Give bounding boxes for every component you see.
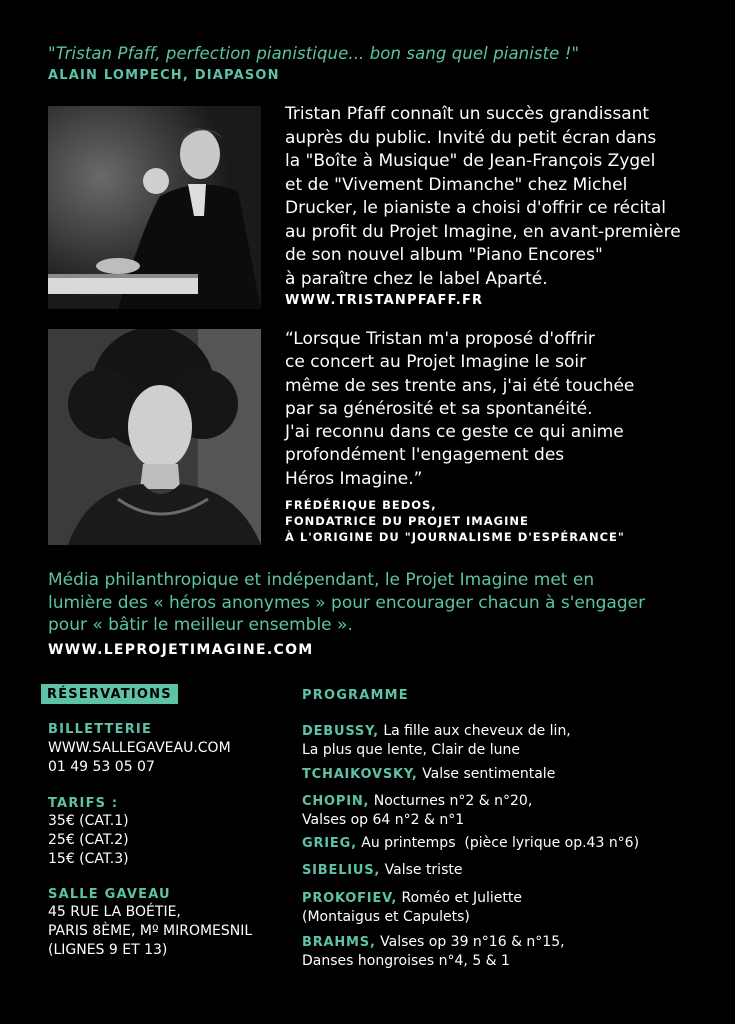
media-line: Média philanthropique et indépendant, le Projet Imagine met en xyxy=(48,570,595,590)
work-title-continued: Valses op 64 n°2 & n°1 xyxy=(302,812,465,828)
programme-item-line xyxy=(302,861,722,880)
work-title: Au printemps (pièce lyrique op.43 n°6) xyxy=(356,835,640,851)
bio-text xyxy=(285,103,715,291)
work-title: Nocturnes n°2 & n°20, xyxy=(369,793,533,809)
work-title: Valse triste xyxy=(380,862,463,878)
programme-item-line xyxy=(302,722,722,741)
testimonial-line: par sa générosité et sa spontanéité. xyxy=(285,398,593,419)
bio-line: la "Boîte à Musique" de Jean-François Zygel xyxy=(285,151,656,171)
programme-heading: PROGRAMME xyxy=(302,688,409,703)
media-description xyxy=(48,569,645,637)
tarifs-section xyxy=(48,796,278,869)
billetterie-heading: BILLETTERIE xyxy=(48,722,153,737)
salle-address-line: (LIGNES 9 ET 13) xyxy=(48,942,168,958)
bio-line: à paraître chez le label Aparté. xyxy=(285,268,548,289)
composer-name: BRAHMS, xyxy=(302,935,376,950)
billetterie-website-link[interactable]: WWW.SALLEGAVEAU.COM xyxy=(48,740,231,756)
work-title-continued: La plus que lente, Clair de lune xyxy=(302,742,520,758)
testimonial-quote xyxy=(285,328,634,491)
work-title-continued: (Montaigus et Capulets) xyxy=(302,909,470,925)
programme-item xyxy=(302,722,722,759)
composer-name: TCHAIKOVSKY, xyxy=(302,767,418,782)
composer-name: PROKOFIEV, xyxy=(302,891,398,906)
signer-line: FRÉDÉRIQUE BEDOS, xyxy=(285,498,437,512)
bio-line: Tristan Pfaff connaît un succès grandissant xyxy=(285,104,650,124)
programme-item xyxy=(302,765,722,784)
salle-address-line: 45 RUE LA BOÉTIE, xyxy=(48,904,181,920)
tarif-line: 35€ (CAT.1) xyxy=(48,813,129,829)
testimonial-line: même de ses trente ans, j'ai été touchée xyxy=(285,375,635,396)
media-line: lumière des « héros anonymes » pour encourager chacun à s'engager xyxy=(48,592,646,613)
billetterie-section xyxy=(48,722,278,777)
work-title-continued: Danses hongroises n°4, 5 & 1 xyxy=(302,953,510,969)
pianist-photo xyxy=(48,106,261,309)
work-title: La fille aux cheveux de lin, xyxy=(378,723,571,739)
programme-item-line xyxy=(302,933,722,952)
programme-item-line xyxy=(302,834,722,853)
composer-name: CHOPIN, xyxy=(302,794,370,809)
programme-item-line xyxy=(302,765,722,784)
work-title: Roméo et Juliette xyxy=(397,890,522,906)
programme-item-line xyxy=(302,889,722,908)
testimonial-line: “Lorsque Tristan m'a proposé d'offrir xyxy=(285,329,595,349)
founder-portrait-photo xyxy=(48,329,261,545)
pianist-website-link[interactable]: WWW.TRISTANPFAFF.FR xyxy=(285,293,484,308)
bio-line: auprès du public. Invité du petit écran dans xyxy=(285,127,657,148)
bio-line: Drucker, le pianiste a choisi d'offrir ce récital xyxy=(285,198,666,218)
programme-item xyxy=(302,933,722,970)
composer-name: GRIEG, xyxy=(302,836,357,851)
bio-line: au profit du Projet Imagine, en avant-première xyxy=(285,221,681,242)
testimonial-line: ce concert au Projet Imagine le soir xyxy=(285,352,587,373)
projet-imagine-website-link[interactable]: WWW.LEPROJETIMAGINE.COM xyxy=(48,642,314,658)
testimonial-line: profondément l'engagement des xyxy=(285,445,565,466)
salle-section xyxy=(48,887,278,960)
programme-item xyxy=(302,889,722,926)
programme-item-line xyxy=(302,792,722,811)
tarifs-heading: TARIFS : xyxy=(48,796,119,811)
programme-item xyxy=(302,792,722,829)
testimonial-signer xyxy=(285,497,625,545)
testimonial-line: J'ai reconnu dans ce geste ce qui anime xyxy=(285,422,624,443)
tarif-line: 25€ (CAT.2) xyxy=(48,832,129,848)
bio-line: et de "Vivement Dimanche" chez Michel xyxy=(285,174,628,195)
reservations-badge: RÉSERVATIONS xyxy=(41,684,178,704)
signer-line: FONDATRICE DU PROJET IMAGINE xyxy=(285,514,529,528)
header-quote-author: ALAIN LOMPECH, DIAPASON xyxy=(48,68,280,83)
composer-name: DEBUSSY, xyxy=(302,724,379,739)
composer-name: SIBELIUS, xyxy=(302,863,381,878)
media-line: pour « bâtir le meilleur ensemble ». xyxy=(48,615,353,635)
work-title: Valses op 39 n°16 & n°15, xyxy=(375,934,565,950)
programme-item xyxy=(302,834,722,853)
work-title: Valse sentimentale xyxy=(417,766,556,782)
salle-address-line: PARIS 8ÈME, Mº MIROMESNIL xyxy=(48,923,253,939)
billetterie-phone: 01 49 53 05 07 xyxy=(48,759,155,775)
bio-line: de son nouvel album "Piano Encores" xyxy=(285,245,603,265)
signer-line: À L'ORIGINE DU "JOURNALISME D'ESPÉRANCE" xyxy=(285,530,625,544)
salle-heading: SALLE GAVEAU xyxy=(48,887,171,902)
tarif-line: 15€ (CAT.3) xyxy=(48,851,129,867)
programme-item xyxy=(302,861,722,880)
header-quote: "Tristan Pfaff, perfection pianistique... bon sang quel pianiste !" xyxy=(48,44,580,63)
testimonial-line: Héros Imagine.” xyxy=(285,468,423,489)
